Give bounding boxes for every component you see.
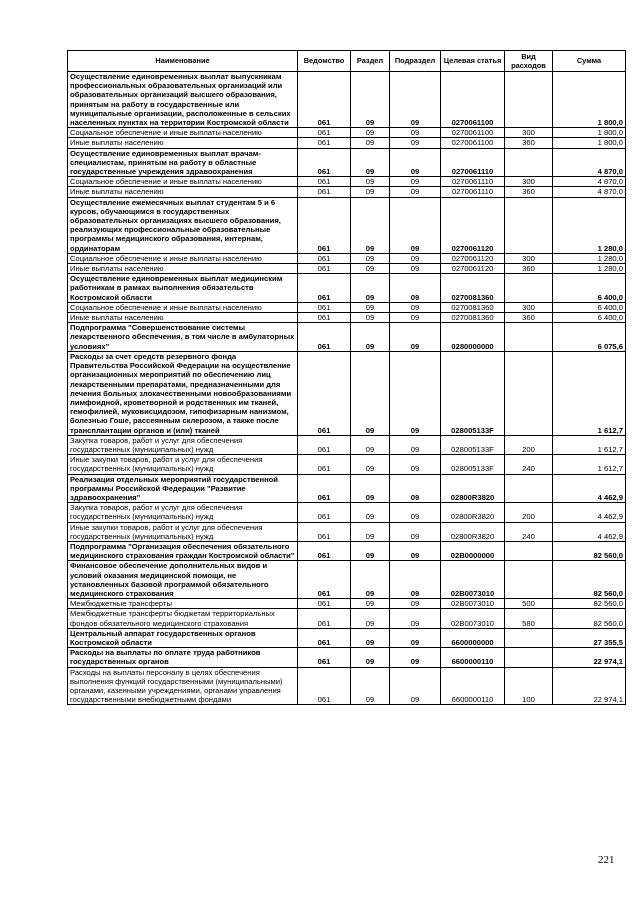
table-row [68, 503, 626, 522]
row-razdel: 09 [351, 72, 390, 128]
header-target-article: Целевая статья [441, 51, 505, 72]
row-name: Закупка товаров, работ и услуг для обеспечения государственных (муниципальных) нужд [68, 503, 298, 522]
row-sum: 82 560,0 [553, 609, 626, 628]
table-row [68, 455, 626, 474]
row-podrazdel: 09 [390, 541, 441, 560]
row-razdel: 09 [351, 474, 390, 503]
row-razdel: 09 [351, 435, 390, 454]
row-podrazdel: 09 [390, 667, 441, 705]
row-vedomstvo: 061 [298, 599, 351, 609]
row-vedomstvo: 061 [298, 72, 351, 128]
row-sum: 22 974,1 [553, 648, 626, 667]
row-sum: 82 560,0 [553, 599, 626, 609]
row-sum: 1 800,0 [553, 138, 626, 148]
row-podrazdel: 09 [390, 455, 441, 474]
row-vedomstvo: 061 [298, 274, 351, 303]
row-name: Иные выплаты населению [68, 313, 298, 323]
row-name: Иные закупки товаров, работ и услуг для обеспечения государственных (муниципальных) нужд [68, 522, 298, 541]
row-name: Иные выплаты населению [68, 138, 298, 148]
row-target-article: 0270081360 [441, 302, 505, 312]
table-row [68, 72, 626, 128]
row-podrazdel: 09 [390, 474, 441, 503]
row-razdel: 09 [351, 648, 390, 667]
row-razdel: 09 [351, 264, 390, 274]
row-name: Социальное обеспечение и иные выплаты населению [68, 253, 298, 263]
header-expense-type: Вид расходов [505, 51, 553, 72]
row-razdel: 09 [351, 599, 390, 609]
row-sum: 4 870,0 [553, 187, 626, 197]
row-vedomstvo: 061 [298, 503, 351, 522]
row-expense-type [505, 474, 553, 503]
row-name: Осуществление ежемесячных выплат студентам 5 и 6 курсов, обучающимся в государственных образовательных организациях высшего образования, реализующих профессиональные образовательные программы медицинского образования, интернам, ординаторам [68, 197, 298, 253]
row-expense-type [505, 148, 553, 177]
row-razdel: 09 [351, 628, 390, 647]
row-vedomstvo: 061 [298, 609, 351, 628]
row-target-article: 028005133F [441, 351, 505, 435]
row-vedomstvo: 061 [298, 667, 351, 705]
row-expense-type: 240 [505, 455, 553, 474]
header-razdel: Раздел [351, 51, 390, 72]
row-podrazdel: 09 [390, 648, 441, 667]
table-row [68, 274, 626, 303]
row-target-article: 0270061100 [441, 138, 505, 148]
row-expense-type: 300 [505, 177, 553, 187]
row-target-article: 02800R3820 [441, 474, 505, 503]
row-expense-type: 300 [505, 253, 553, 263]
row-target-article: 0270081360 [441, 313, 505, 323]
row-razdel: 09 [351, 274, 390, 303]
row-vedomstvo: 061 [298, 455, 351, 474]
row-podrazdel: 09 [390, 148, 441, 177]
row-name: Подпрограмма "Организация обеспечения обязательного медицинского страхования граждан Костромской области" [68, 541, 298, 560]
row-sum: 82 560,0 [553, 561, 626, 599]
row-razdel: 09 [351, 313, 390, 323]
row-vedomstvo: 061 [298, 648, 351, 667]
row-expense-type: 360 [505, 264, 553, 274]
row-expense-type: 100 [505, 667, 553, 705]
row-vedomstvo: 061 [298, 561, 351, 599]
table-row [68, 435, 626, 454]
table-row [68, 609, 626, 628]
row-expense-type [505, 628, 553, 647]
row-name: Межбюджетные трансферты [68, 599, 298, 609]
row-target-article: 02800R3820 [441, 503, 505, 522]
row-razdel: 09 [351, 197, 390, 253]
row-sum: 1 612,7 [553, 435, 626, 454]
table-row [68, 148, 626, 177]
row-vedomstvo: 061 [298, 302, 351, 312]
row-sum: 4 462,9 [553, 503, 626, 522]
table-row [68, 561, 626, 599]
row-sum: 1 612,7 [553, 351, 626, 435]
table-row [68, 264, 626, 274]
row-vedomstvo: 061 [298, 351, 351, 435]
row-podrazdel: 09 [390, 522, 441, 541]
row-podrazdel: 09 [390, 197, 441, 253]
row-target-article: 6600000110 [441, 648, 505, 667]
row-razdel: 09 [351, 561, 390, 599]
page-number: 221 [598, 854, 615, 866]
row-target-article: 02B0073010 [441, 561, 505, 599]
header-podrazdel: Подраздел [390, 51, 441, 72]
row-expense-type [505, 648, 553, 667]
table-row [68, 541, 626, 560]
header-vedomstvo: Ведомство [298, 51, 351, 72]
row-podrazdel: 09 [390, 138, 441, 148]
table-row [68, 351, 626, 435]
row-name: Социальное обеспечение и иные выплаты населению [68, 128, 298, 138]
row-target-article: 0270061120 [441, 264, 505, 274]
table-row [68, 253, 626, 263]
row-name: Социальное обеспечение и иные выплаты населению [68, 177, 298, 187]
row-razdel: 09 [351, 522, 390, 541]
row-sum: 1 280,0 [553, 197, 626, 253]
row-name: Реализация отдельных мероприятий государственной программы Российской Федерации "Развитие здравоохранения" [68, 474, 298, 503]
row-target-article: 02B0073010 [441, 609, 505, 628]
row-podrazdel: 09 [390, 128, 441, 138]
row-target-article: 0270061120 [441, 197, 505, 253]
row-vedomstvo: 061 [298, 253, 351, 263]
row-sum: 4 462,9 [553, 522, 626, 541]
row-podrazdel: 09 [390, 503, 441, 522]
row-name: Иные выплаты населению [68, 187, 298, 197]
row-name: Финансовое обеспечение дополнительных видов и условий оказания медицинской помощи, не установленных базовой программой обязательного медицинского страхования [68, 561, 298, 599]
row-expense-type [505, 561, 553, 599]
row-podrazdel: 09 [390, 628, 441, 647]
row-expense-type: 500 [505, 599, 553, 609]
row-expense-type: 240 [505, 522, 553, 541]
table-row [68, 628, 626, 647]
header-name: Наименование [68, 51, 298, 72]
row-razdel: 09 [351, 351, 390, 435]
row-name: Закупка товаров, работ и услуг для обеспечения государственных (муниципальных) нужд [68, 435, 298, 454]
row-sum: 6 075,6 [553, 323, 626, 352]
table-header-row [68, 51, 626, 72]
table-row [68, 522, 626, 541]
row-vedomstvo: 061 [298, 474, 351, 503]
row-name: Иные закупки товаров, работ и услуг для обеспечения государственных (муниципальных) нужд [68, 455, 298, 474]
row-target-article: 028005133F [441, 435, 505, 454]
row-target-article: 028005133F [441, 455, 505, 474]
row-target-article: 0270061100 [441, 128, 505, 138]
budget-table-page [67, 50, 625, 705]
row-vedomstvo: 061 [298, 128, 351, 138]
row-target-article: 0270061120 [441, 253, 505, 263]
row-sum: 22 974,1 [553, 667, 626, 705]
row-razdel: 09 [351, 541, 390, 560]
row-sum: 27 355,5 [553, 628, 626, 647]
row-name: Центральный аппарат государственных органов Костромской области [68, 628, 298, 647]
row-target-article: 02B0000000 [441, 541, 505, 560]
row-expense-type: 360 [505, 138, 553, 148]
row-podrazdel: 09 [390, 177, 441, 187]
row-razdel: 09 [351, 177, 390, 187]
row-razdel: 09 [351, 302, 390, 312]
row-vedomstvo: 061 [298, 313, 351, 323]
row-sum: 6 400,0 [553, 274, 626, 303]
row-target-article: 0280000000 [441, 323, 505, 352]
row-podrazdel: 09 [390, 274, 441, 303]
row-expense-type [505, 72, 553, 128]
row-podrazdel: 09 [390, 323, 441, 352]
row-sum: 4 870,0 [553, 148, 626, 177]
row-target-article: 0270061100 [441, 72, 505, 128]
row-razdel: 09 [351, 148, 390, 177]
row-vedomstvo: 061 [298, 177, 351, 187]
row-vedomstvo: 061 [298, 628, 351, 647]
row-target-article: 0270061110 [441, 177, 505, 187]
row-podrazdel: 09 [390, 609, 441, 628]
row-sum: 82 560,0 [553, 541, 626, 560]
row-razdel: 09 [351, 667, 390, 705]
row-target-article: 6600000000 [441, 628, 505, 647]
row-razdel: 09 [351, 609, 390, 628]
budget-table [67, 50, 626, 705]
row-sum: 6 400,0 [553, 313, 626, 323]
row-razdel: 09 [351, 187, 390, 197]
row-expense-type [505, 197, 553, 253]
row-vedomstvo: 061 [298, 435, 351, 454]
row-podrazdel: 09 [390, 302, 441, 312]
row-vedomstvo: 061 [298, 264, 351, 274]
row-target-article: 0270081360 [441, 274, 505, 303]
row-expense-type [505, 351, 553, 435]
row-sum: 1 800,0 [553, 72, 626, 128]
header-sum: Сумма [553, 51, 626, 72]
row-vedomstvo: 061 [298, 323, 351, 352]
row-target-article: 02800R3820 [441, 522, 505, 541]
row-expense-type: 580 [505, 609, 553, 628]
row-name: Осуществление единовременных выплат выпускникам профессиональных образовательных организаций или образовательных организаций высшего образования, принятым на работу в государственные или муниципальные организации, расположенные в сельских населенных пунктах на территории Костромской области [68, 72, 298, 128]
row-razdel: 09 [351, 323, 390, 352]
table-row [68, 177, 626, 187]
row-name: Осуществление единовременных выплат врачам-специалистам, принятым на работу в областные государственные учреждения здравоохранения [68, 148, 298, 177]
table-row [68, 599, 626, 609]
row-name: Подпрограмма "Совершенствование системы лекарственного обеспечения, в том числе в амбулаторных условиях" [68, 323, 298, 352]
row-name: Иные выплаты населению [68, 264, 298, 274]
table-row [68, 648, 626, 667]
row-name: Расходы на выплаты по оплате труда работников государственных органов [68, 648, 298, 667]
row-target-article: 0270061110 [441, 148, 505, 177]
row-sum: 1 280,0 [553, 264, 626, 274]
row-sum: 6 400,0 [553, 302, 626, 312]
row-target-article: 0270061110 [441, 187, 505, 197]
row-razdel: 09 [351, 253, 390, 263]
row-podrazdel: 09 [390, 561, 441, 599]
row-vedomstvo: 061 [298, 138, 351, 148]
row-expense-type: 200 [505, 435, 553, 454]
row-name: Межбюджетные трансферты бюджетам территориальных фондов обязательного медицинского страхования [68, 609, 298, 628]
row-name: Социальное обеспечение и иные выплаты населению [68, 302, 298, 312]
row-vedomstvo: 061 [298, 187, 351, 197]
row-expense-type: 360 [505, 187, 553, 197]
row-target-article: 02B0073010 [441, 599, 505, 609]
row-expense-type: 300 [505, 128, 553, 138]
row-razdel: 09 [351, 455, 390, 474]
row-podrazdel: 09 [390, 187, 441, 197]
row-expense-type [505, 274, 553, 303]
table-row [68, 302, 626, 312]
table-row [68, 138, 626, 148]
row-podrazdel: 09 [390, 435, 441, 454]
row-name: Расходы на выплаты персоналу в целях обеспечения выполнения функций государственными (муниципальными) органами, казенными учреждениями, органами управления государственными внебюджетными фондами [68, 667, 298, 705]
row-sum: 4 462,9 [553, 474, 626, 503]
row-name: Осуществление единовременных выплат медицинским работникам в рамках выполнения обязательств Костромской области [68, 274, 298, 303]
row-podrazdel: 09 [390, 253, 441, 263]
table-row [68, 667, 626, 705]
row-razdel: 09 [351, 138, 390, 148]
row-expense-type [505, 323, 553, 352]
row-expense-type: 360 [505, 313, 553, 323]
row-name: Расходы за счет средств резервного фонда Правительства Российской Федерации на осуществление организационных мероприятий по обеспечению лиц лекарственными препаратами, предназначенными для лечения больных злокачественными новообразованиями лимфоидной, кроветворной и родственных им тканей, гемофилией, муковисцидозом, гипофизарным нанизмом, болезнью Гоше, рассеянным склерозом, а также после трансплантации органов и (или) тканей [68, 351, 298, 435]
row-podrazdel: 09 [390, 313, 441, 323]
row-sum: 4 870,0 [553, 177, 626, 187]
row-expense-type [505, 541, 553, 560]
row-expense-type: 200 [505, 503, 553, 522]
row-target-article: 6600000110 [441, 667, 505, 705]
row-vedomstvo: 061 [298, 197, 351, 253]
row-expense-type: 300 [505, 302, 553, 312]
row-sum: 1 280,0 [553, 253, 626, 263]
table-row [68, 313, 626, 323]
row-razdel: 09 [351, 503, 390, 522]
row-podrazdel: 09 [390, 351, 441, 435]
table-row [68, 187, 626, 197]
row-podrazdel: 09 [390, 72, 441, 128]
row-vedomstvo: 061 [298, 148, 351, 177]
row-podrazdel: 09 [390, 264, 441, 274]
table-row [68, 197, 626, 253]
row-sum: 1 612,7 [553, 455, 626, 474]
row-podrazdel: 09 [390, 599, 441, 609]
table-row [68, 323, 626, 352]
row-razdel: 09 [351, 128, 390, 138]
row-vedomstvo: 061 [298, 522, 351, 541]
table-row [68, 128, 626, 138]
table-row [68, 474, 626, 503]
row-sum: 1 800,0 [553, 128, 626, 138]
row-vedomstvo: 061 [298, 541, 351, 560]
